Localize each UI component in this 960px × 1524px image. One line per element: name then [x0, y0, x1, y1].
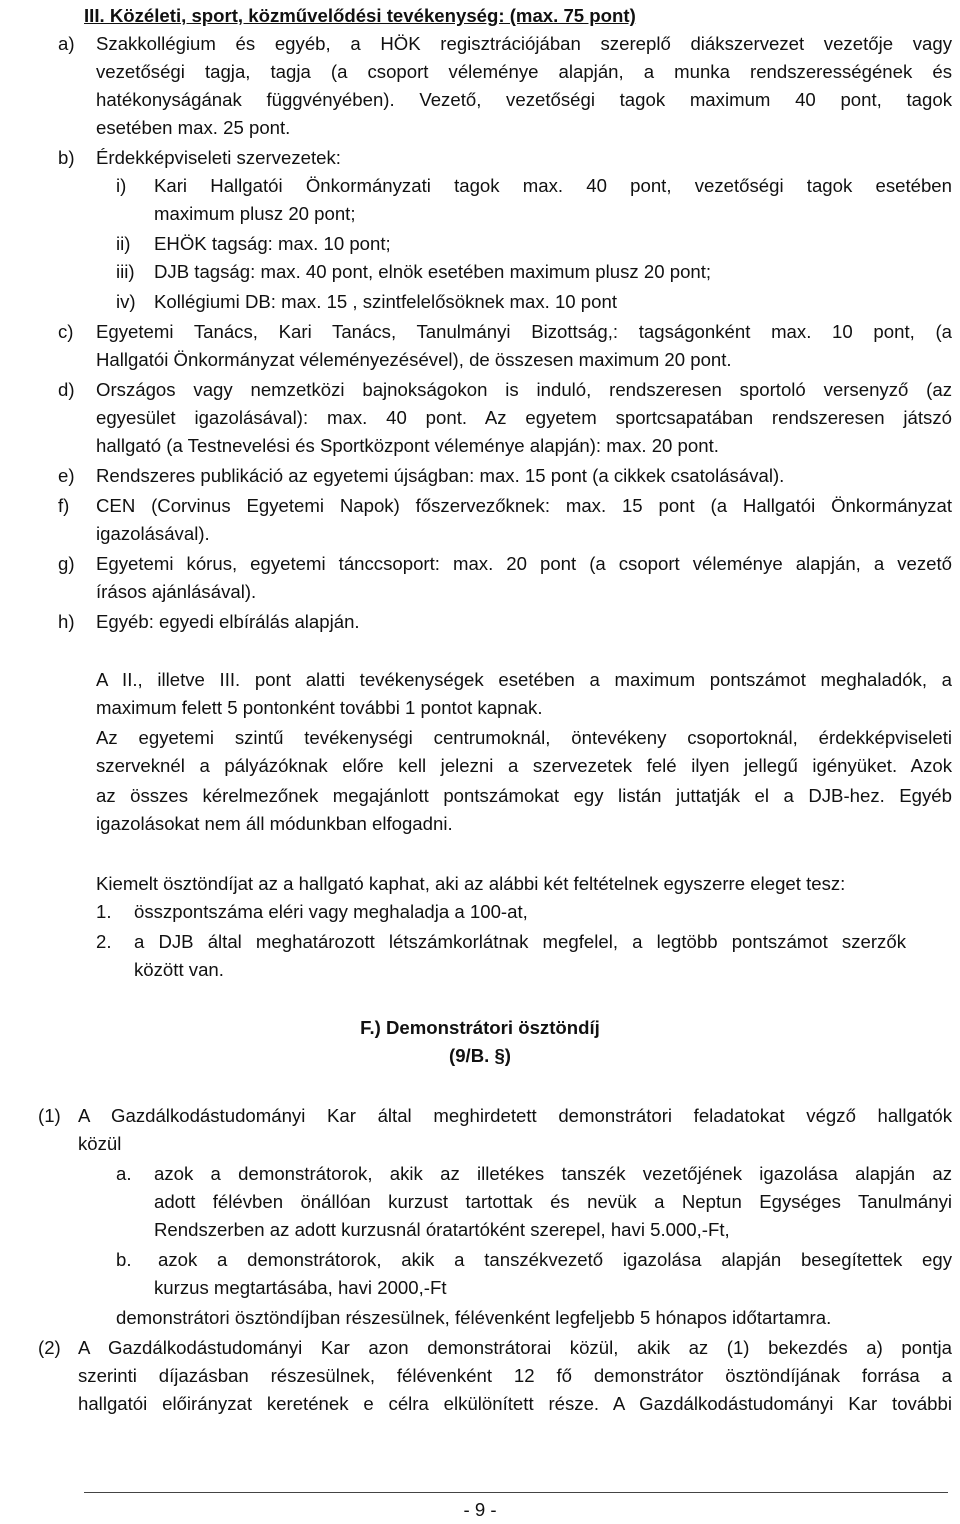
- subitem-line: EHÖK tagság: max. 10 pont;: [154, 233, 391, 254]
- item-c-line: Hallgatói Önkormányzat véleményezésével), de összesen maximum 20 pont.: [96, 349, 732, 370]
- subitem-line: adott félévben önállóan kurzust tartottak és nevük a Neptun Egységes Tanulmányi: [154, 1191, 952, 1212]
- paragraph-line: Az egyetemi szintű tevékenységi centrumoknál, öntevékeny csoportoknál, érdekképviseleti: [96, 727, 952, 748]
- section-f-subtitle: (9/B. §): [449, 1045, 511, 1066]
- section-f-title: F.) Demonstrátori ösztöndíj: [360, 1017, 600, 1038]
- condition-line: összpontszáma eléri vagy meghaladja a 100-at,: [134, 901, 528, 922]
- subitem-label: a.: [116, 1163, 132, 1184]
- paragraph-line: az összes kérelmezőnek megajánlott pontszámokat egy listán juttatják el a DJB-hez. Egyéb: [96, 785, 952, 806]
- paragraph-line: szerveknél a pályázóknak előre kell jelezni a szervezetek felé ilyen jellegű igényüket. Azok: [96, 755, 952, 776]
- item-b-line: Érdekképviseleti szervezetek:: [96, 147, 341, 168]
- paragraph-line: közül: [78, 1133, 122, 1154]
- item-f-line: igazolásával).: [96, 523, 210, 544]
- subitem-line: Kari Hallgatói Önkormányzati tagok max. 40 pont, vezetőségi tagok esetében: [154, 175, 952, 196]
- subitem-line: azok a demonstrátorok, akik a tanszékvezető igazolása alapján besegítettek egy: [158, 1249, 952, 1270]
- item-a-line: vezetőségi tagja, tagja (a csoport véleménye alapján, a munka rendszerességének és: [96, 61, 952, 82]
- item-label: a): [58, 33, 75, 54]
- subitem-line: maximum plusz 20 pont;: [154, 203, 356, 224]
- subitem-line: Rendszerben az adott kurzusnál óratartóként szerepel, havi 5.000,-Ft,: [154, 1219, 730, 1240]
- item-g-line: Egyetemi kórus, egyetemi tánccsoport: max. 20 pont (a csoport véleménye alapján, a vezető: [96, 553, 952, 574]
- item-g-line: írásos ajánlásával).: [96, 581, 257, 602]
- subitem-label: b.: [116, 1249, 132, 1270]
- item-label: h): [58, 611, 75, 632]
- paragraph-line: igazolásokat nem áll módunkban elfogadni.: [96, 813, 453, 834]
- subitem-label: iv): [116, 291, 136, 312]
- subitem-line: kurzus megtartásába, havi 2000,-Ft: [154, 1277, 447, 1298]
- subitem-label: iii): [116, 261, 135, 282]
- paragraph-line: A Gazdálkodástudományi Kar által meghirdetett demonstrátori feladatokat végző hallgatók: [78, 1105, 952, 1126]
- item-a-line: hatékonyságának függvényében). Vezető, vezetőségi tagok maximum 40 pont, tagok: [96, 89, 952, 110]
- condition-label: 2.: [96, 931, 112, 952]
- paragraph-number: (1): [38, 1105, 61, 1126]
- item-e-line: Rendszeres publikáció az egyetemi újságban: max. 15 pont (a cikkek csatolásával).: [96, 465, 785, 486]
- item-d-line: hallgató (a Testnevelési és Sportközpont véleménye alapján): max. 20 pont.: [96, 435, 719, 456]
- paragraph-line: demonstrátori ösztöndíjban részesülnek, félévenként legfeljebb 5 hónapos időtartamra.: [116, 1307, 832, 1328]
- item-label: g): [58, 553, 75, 574]
- subitem-line: azok a demonstrátorok, akik az illetékes tanszék vezetőjének igazolása alapján az: [154, 1163, 952, 1184]
- paragraph-line: A II., illetve III. pont alatti tevékenységek esetében a maximum pontszámot meghaladók, a: [96, 669, 952, 690]
- item-d-line: Országos vagy nemzetközi bajnokságokon is induló, rendszeresen sportoló versenyző (az: [96, 379, 952, 400]
- page-number: - 9 -: [463, 1499, 497, 1520]
- item-c-line: Egyetemi Tanács, Kari Tanács, Tanulmányi Bizottság,: tagságonként max. 10 pont, (a: [96, 321, 952, 342]
- footer-divider: [84, 1492, 948, 1493]
- item-f-line: CEN (Corvinus Egyetemi Napok) főszervezőknek: max. 15 pont (a Hallgatói Önkormányzat: [96, 495, 952, 516]
- paragraph-line: maximum felett 5 pontonként további 1 pontot kapnak.: [96, 697, 543, 718]
- paragraph-line: Kiemelt ösztöndíjat az a hallgató kaphat, aki az alábbi két feltételnek egyszerre eleget tesz:: [96, 873, 846, 894]
- item-label: d): [58, 379, 75, 400]
- paragraph-line: A Gazdálkodástudományi Kar azon demonstrátorai közül, akik az (1) bekezdés a) pontja: [78, 1337, 952, 1358]
- section-title: III. Közéleti, sport, közművelődési tevékenység: (max. 75 pont): [84, 5, 636, 26]
- subitem-line: DJB tagság: max. 40 pont, elnök esetében maximum plusz 20 pont;: [154, 261, 712, 282]
- item-a-line: Szakkollégium és egyéb, a HÖK regisztrációjában szereplő diákszervezet vezetője vagy: [96, 33, 952, 54]
- item-label: e): [58, 465, 75, 486]
- paragraph-number: (2): [38, 1337, 61, 1358]
- subitem-label: ii): [116, 233, 131, 254]
- paragraph-line: hallgatói előirányzat keretének e célra elkülönített része. A Gazdálkodástudományi Kar további: [78, 1393, 952, 1414]
- item-a-line: esetében max. 25 pont.: [96, 117, 291, 138]
- subitem-line: Kollégiumi DB: max. 15 , szintfelelősöknek max. 10 pont: [154, 291, 618, 312]
- item-label: b): [58, 147, 75, 168]
- item-d-line: egyesület igazolásával): max. 40 pont. Az egyetem sportcsapatában rendszeresen játszó: [96, 407, 952, 428]
- subitem-label: i): [116, 175, 127, 196]
- item-label: c): [58, 321, 74, 342]
- condition-line: között van.: [134, 959, 224, 980]
- item-label: f): [58, 495, 70, 516]
- condition-line: a DJB által meghatározott létszámkorlátnak megfelel, a legtöbb pontszámot szerzők: [134, 931, 906, 952]
- paragraph-line: szerinti díjazásban részesülnek, félévenként 12 fő demonstrátor ösztöndíjának forrása a: [78, 1365, 952, 1386]
- item-h-line: Egyéb: egyedi elbírálás alapján.: [96, 611, 360, 632]
- condition-label: 1.: [96, 901, 112, 922]
